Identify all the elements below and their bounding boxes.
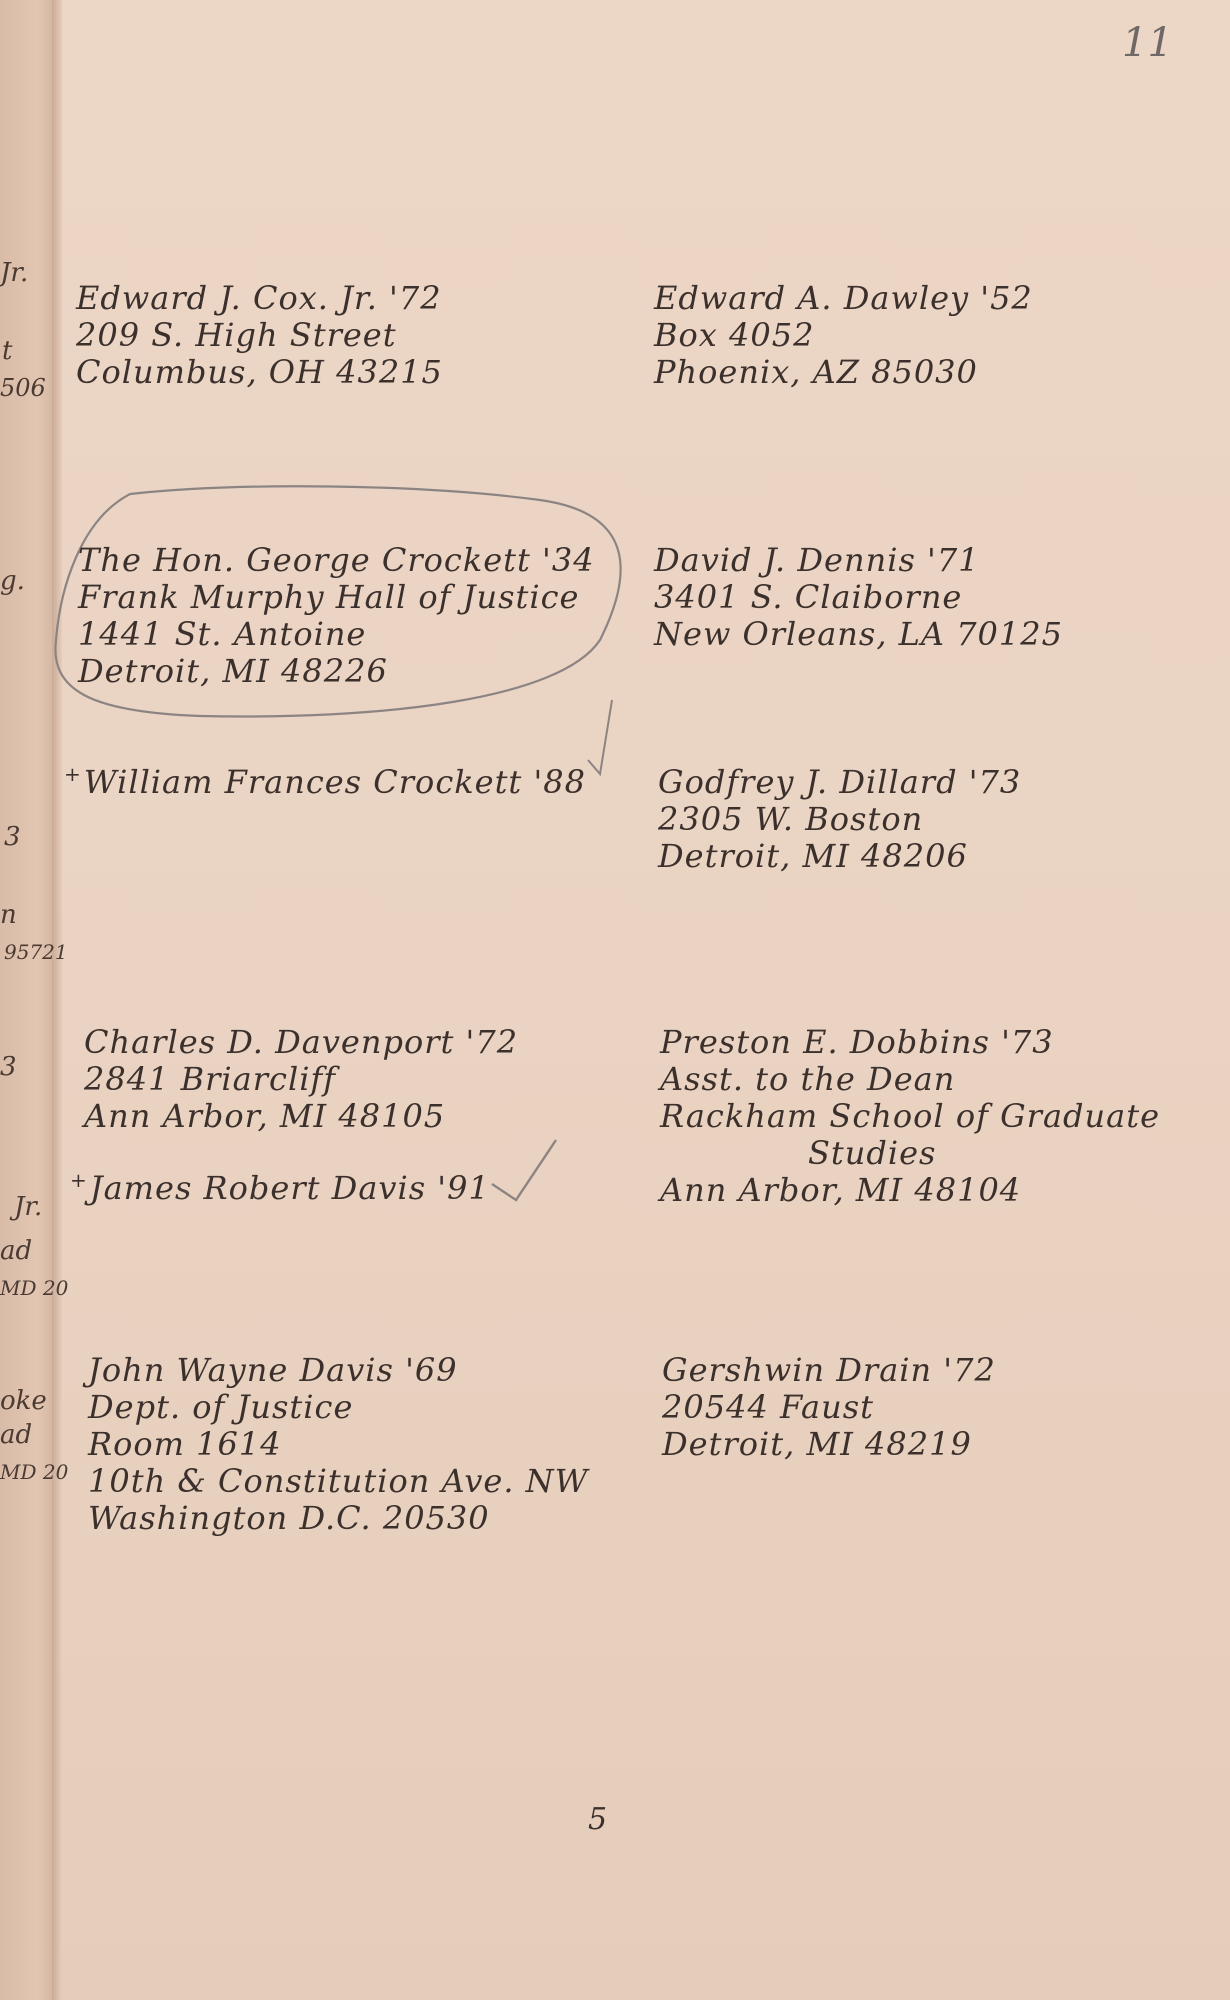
gutter-fragment: Jr. (14, 1192, 43, 1222)
gutter-fragment: 95721 (4, 940, 68, 964)
directory-entry (88, 1352, 589, 1537)
gutter-fragment: MD 20 (0, 1276, 69, 1300)
entry-address: Room 1614 (88, 1425, 282, 1463)
gutter-fragment: n (0, 900, 17, 930)
entry-name: William Frances Crockett '88 (83, 763, 586, 801)
gutter-fragment: Jr. (0, 258, 29, 288)
entry-address: Rackham School of Graduate (660, 1097, 1160, 1135)
entry-name: Edward A. Dawley '52 (654, 279, 1033, 317)
gutter-fragment: 3 (4, 822, 21, 852)
entry-address: 10th & Constitution Ave. NW (88, 1462, 589, 1500)
entry-city: Phoenix, AZ 85030 (654, 353, 978, 391)
directory-entry (84, 1024, 518, 1135)
entry-name: James Robert Davis '91 (89, 1169, 490, 1207)
entry-city: Detroit, MI 48206 (658, 837, 968, 875)
entry-address: Dept. of Justice (88, 1388, 354, 1426)
entry-name: Gershwin Drain '72 (662, 1351, 996, 1389)
entry-name: The Hon. George Crockett '34 (78, 541, 595, 579)
directory-entry (654, 280, 1033, 391)
entry-address: 1441 St. Antoine (78, 615, 367, 653)
entry-city: Detroit, MI 48219 (662, 1425, 972, 1463)
gutter-fragment: MD 20 (0, 1460, 69, 1484)
gutter-fragment: g. (0, 566, 25, 596)
entry-name: Charles D. Davenport '72 (84, 1023, 519, 1061)
gutter-fragment: ad (0, 1236, 33, 1266)
directory-entry-circled (78, 542, 595, 690)
entry-address: Box 4052 (654, 316, 815, 354)
entry-address: Frank Murphy Hall of Justice (78, 578, 580, 616)
gutter-fragment: 506 (0, 374, 46, 402)
entry-address: 2305 W. Boston (658, 800, 924, 838)
entry-name: Preston E. Dobbins '73 (660, 1023, 1054, 1061)
directory-entry (654, 542, 1063, 653)
entry-city: Washington D.C. 20530 (88, 1499, 490, 1537)
entry-city: Ann Arbor, MI 48105 (84, 1097, 446, 1135)
entry-city: New Orleans, LA 70125 (654, 615, 1063, 653)
entry-name: John Wayne Davis '69 (88, 1351, 458, 1389)
entry-address: 3401 S. Claiborne (654, 578, 963, 616)
plus-marker: + (64, 762, 82, 786)
directory-entry (662, 1352, 996, 1463)
gutter-fragment: ad (0, 1420, 33, 1450)
pencil-tick (588, 700, 612, 774)
page-number: 5 (588, 1802, 608, 1837)
entry-address: 2841 Briarcliff (84, 1060, 337, 1098)
gutter-fragment: 3 (0, 1052, 17, 1082)
entry-address: 209 S. High Street (76, 316, 397, 354)
entry-city: Detroit, MI 48226 (78, 652, 388, 690)
directory-entry (76, 280, 443, 391)
plus-marker: + (70, 1168, 88, 1192)
check-mark (492, 1140, 556, 1200)
entry-address: Asst. to the Dean (660, 1060, 956, 1098)
entry-address: Studies (808, 1134, 937, 1172)
directory-entry (660, 1024, 1160, 1209)
entry-address: 20544 Faust (662, 1388, 874, 1426)
corner-note: 11 (1122, 20, 1173, 66)
gutter-fragment: t (2, 336, 13, 366)
entry-name: Edward J. Cox. Jr. '72 (76, 279, 442, 317)
entry-city: Ann Arbor, MI 48104 (660, 1171, 1022, 1209)
entry-name: David J. Dennis '71 (654, 541, 980, 579)
directory-entry (70, 1170, 490, 1211)
entry-name: Godfrey J. Dillard '73 (658, 763, 1022, 801)
directory-entry (64, 764, 586, 805)
gutter-fragment: oke (0, 1386, 47, 1416)
entry-city: Columbus, OH 43215 (76, 353, 443, 391)
directory-entry (658, 764, 1021, 875)
